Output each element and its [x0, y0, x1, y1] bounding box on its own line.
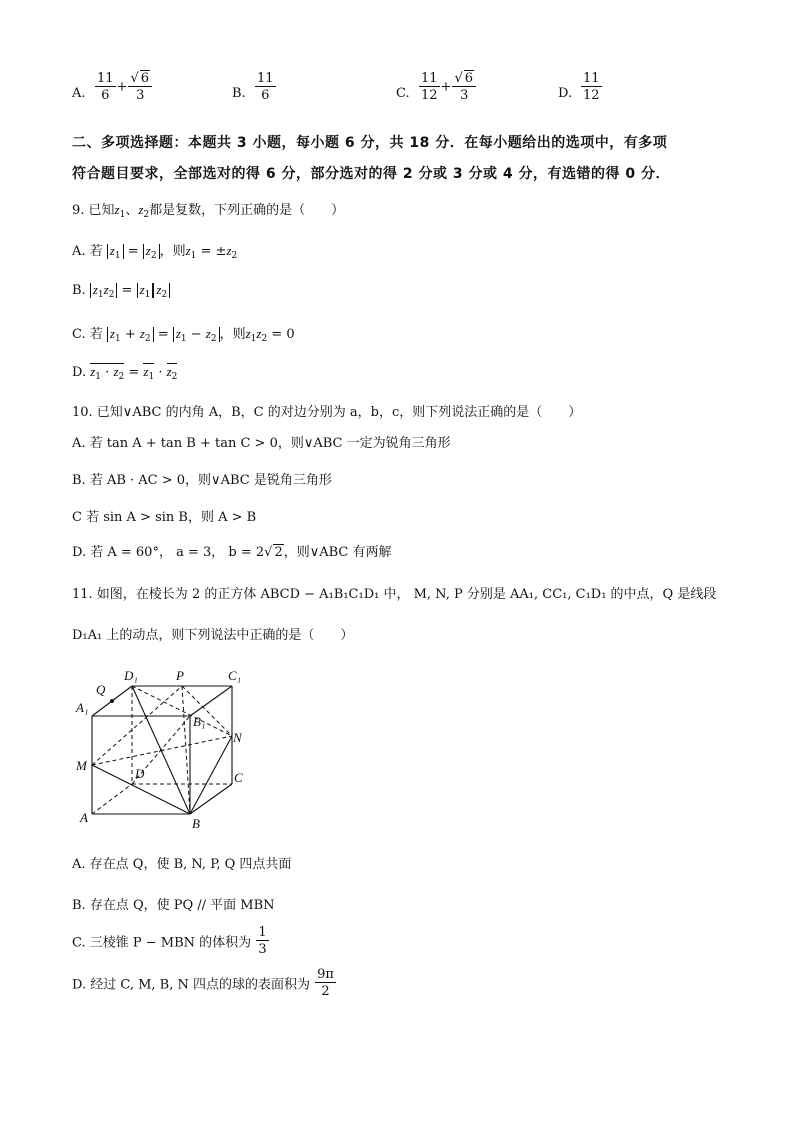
q8-options [72, 72, 712, 116]
label-c1: C₁ [228, 668, 242, 683]
cube-figure [72, 660, 262, 832]
q8-option-c-expr: $\frac{11}{12}$ + $\frac{√ 6}{3}$ [418, 72, 477, 102]
edge-ad-hidden [92, 784, 132, 814]
q8-option-b-label: B. [232, 86, 246, 101]
section2-heading-line2: 符合题目要求，全部选对的得 6 分，部分选对的得 2 分或 3 分或 4 分，有选错的得 0 分． [72, 166, 670, 182]
label-a: A [80, 810, 88, 825]
q9-option-c: C. 若 $z_1 + z_2 = z_1 - z_2$ ，则$z_1z_2 = 0$ [72, 326, 295, 344]
q11-option-a: A. 存在点 Q，使 B, N, P, Q 四点共面 [72, 857, 292, 872]
q10-option-a: A. 若 tan A + tan B + tan C > 0，则∨ABC 一定为锐角三角形 [72, 436, 451, 451]
edge-bc [190, 784, 232, 814]
q10-option-d: D. 若 A = 60°， a = 3， b = 2√ 2，则∨ABC 有两解 [72, 545, 392, 560]
q9-option-d: D. $z_1 \cdot z_2 = z_1 \cdot z_2$ [72, 364, 178, 382]
q8-option-d-expr: $\frac{11}{12}$ [583, 71, 600, 103]
q8-option-d-label: D. [558, 86, 573, 101]
q10-option-c: C 若 sin A > sin B，则 A > B [72, 510, 257, 525]
label-p: P [176, 668, 184, 683]
q11-option-c: C. 三棱锥 P − MBN 的体积为 $\frac{1}{3}$ [72, 925, 267, 957]
q10-option-b: B. 若 AB · AC > 0，则∨ABC 是锐角三角形 [72, 473, 332, 488]
q9-option-a: A. 若 $z_1 = z_2$ ，则$z_1 = \pm z_2$ [72, 243, 238, 261]
label-n: N [233, 730, 242, 745]
segment-bn [190, 736, 232, 814]
label-b1: B₁ [193, 714, 206, 729]
q11-option-b: B. 存在点 Q，使 PQ // 平面 MBN [72, 898, 275, 913]
q11-stem-line2: D₁A₁ 上的动点，则下列说法中正确的是（ ） [72, 628, 354, 643]
q8-option-a-label: A. [72, 86, 86, 101]
edge-b1c1 [190, 686, 232, 716]
label-d: D [135, 766, 145, 781]
segment-pb-hidden [182, 686, 190, 814]
label-q: Q [96, 682, 106, 697]
q8-option-c-label: C. [396, 86, 410, 101]
q9-stem: 9. 已知$z_1$、$z_2$都是复数，下列正确的是（ ） [72, 202, 345, 220]
q11-stem-line1: 11. 如图，在棱长为 2 的正方体 ABCD − A₁B₁C₁D₁ 中， M, N, P 分别是 AA₁, CC₁, C₁D₁ 的中点，Q 是线段 [72, 587, 717, 602]
section2-heading-line1: 二、多项选择题：本题共 3 小题，每小题 6 分，共 18 分．在每小题给出的选项中，有多项 [72, 135, 668, 151]
point-q-dot [110, 699, 114, 703]
segment-mn-hidden [92, 736, 232, 765]
label-m: M [76, 758, 87, 773]
label-b: B [192, 816, 200, 831]
label-a1: A₁ [76, 700, 89, 715]
q11-option-d: D. 经过 C, M, B, N 四点的球的表面积为 $\frac{9\pi}{2}$ [72, 967, 334, 999]
q8-option-a-expr: $\frac{11}{6}$ + $\frac{√ 6}{3}$ [94, 72, 153, 102]
label-d1: D₁ [124, 668, 138, 683]
q9-option-b: B. $z_1z_2 = z_1$ $z_2$ [72, 282, 170, 298]
q10-stem: 10. 已知∨ABC 的内角 A，B，C 的对边分别为 a，b，c，则下列说法正确的是（ ） [72, 405, 582, 420]
q8-option-b-expr: $\frac{11}{6}$ [257, 71, 274, 103]
label-c: C [234, 770, 243, 785]
